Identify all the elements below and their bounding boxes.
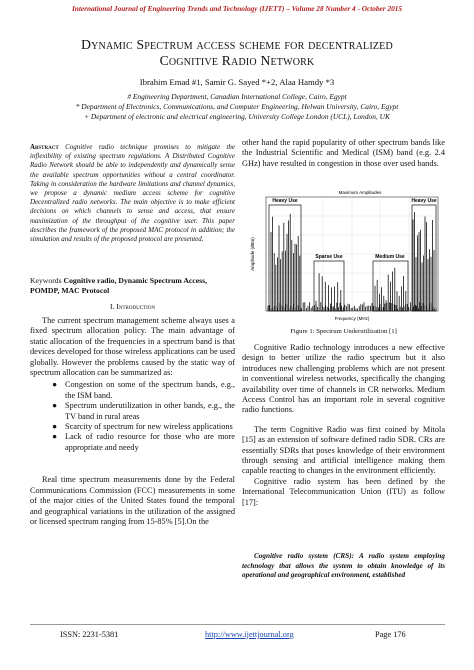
keywords-label: Keywords [30,276,62,285]
intro-paragraph-2: Real time spectrum measurements done by the Federal Communications Commission (FCC) measurements in some of the major cities of the United States found the temporal and geographical variations in the utilization of the assigned or licensed spectrum ranging from 15-85% [5].On the [30,475,235,526]
footer-page: Page 176 [375,630,406,639]
section-heading: I. Introduction [110,302,155,311]
authors: Ibrahim Emad #1, Samir G. Sayed *+2, Alaa Hamdy *3 [139,77,335,87]
keywords-text: Cognitive radio, Dynamic Spectrum Access, POMDP, MAC Protocol [30,276,208,295]
journal-header: International Journal of Engineering Trends and Technology (IJETT) – Volume 28 Number 4 - October 2015 [71,4,403,13]
figure-caption: Figure 1: Spectrum Underutilization [1] [290,328,397,335]
list-item: ● Congestion on some of the spectrum bands, e.g., the ISM band. [52,380,235,400]
footer-url[interactable] [205,630,294,639]
x-axis-label: Frequency (MHz) [334,316,370,321]
intro-body [30,316,235,527]
col2-paragraph-3: Cognitive radio system has been defined by the International Telecommunication Union (ITU) as follow [17]: [242,476,445,507]
keywords [30,276,235,296]
problem-list [30,380,235,453]
medium-use-label: Medium Use [375,254,405,260]
figure-spectrum [248,188,443,323]
abstract-text: Cognitive radio technique promises to mitigate the inflexibility of existing spectrum regulations. A Distributed Cognitive Radio Network should be able to independently and dynamically sense the available spectrum opportunities without a central coordinator. Taking in consideration the hardware limitations and channel dynamics, we propose a dynamic medium access scheme for cognitive Decentralized radio networks. The main objective is to make efficient decisions on which channels to sense and access, that ensure maximization of the throughput of the cognitive user. This paper describes the framework of the proposed MAC protocol in addition; the simulation and results of the proposed protocol are presented. [30,143,235,244]
journal-link[interactable]: http://www.ijettjournal.org [205,630,294,639]
heavy-use-label-1: Heavy Use [272,198,298,204]
itu-definition: Cognitive radio system (CRS): A radio system employing technology that allows the system to obtain knowledge of its operational and geographical environment, established [242,552,445,580]
intro-paragraph-1: The current spectrum management scheme always uses a fixed spectrum allocation policy. The main advantage of static allocation of the frequencies in a spectrum band is that devices developed for those wireless applications can be used globally. However the problems caused by the static way of spectrum allocation can be summarized as: [30,316,235,378]
col2-paragraph-1: Cognitive Radio technology introduces a new effective design to better utilize the radio spectrum but it also introduces new challenging problems which are not present in conventional wireless networks, specifically the changing availability over time of channels in CR networks. Medium Access Control has an important role in several cognitive radio functions. [242,343,445,415]
plot-title: Maximum Amplitudes [338,190,382,195]
affiliation-3: + Department of electronic and electrical engineering, University College London (UCL), London, UK [84,112,390,121]
title-line-2: Cognitive Radio Network [159,53,315,68]
footer-issn: ISSN: 2231-5381 [60,630,119,639]
col2-paragraph-0: other hand the rapid popularity of other spectrum bands like the Industrial Scientific and Medical (ISM) band (e.g. 2.4 GHz) have resulted in congestion in those over used bands. [242,138,445,168]
paper-title [0,37,474,69]
col2-text [242,343,445,508]
heavy-use-label-2: Heavy Use [411,198,437,204]
list-item: ● Scarcity of spectrum for new wireless applications [52,422,233,432]
sparse-use-label: Sparse Use [315,254,343,260]
affiliation-1: # Engineering Department, Canadian International College, Cairo, Egypt [127,92,347,101]
list-item: ● Lack of radio resource for those who are more appropriate and needy [52,432,235,452]
col2-paragraph-2: The term Cognitive Radio was first coined by Mitola [15] as an extension of software defined radio SDR. CRs are essentially SDRs that poses knowledge of their environment through sensing and artificial intelligence making them capable reacting to changes in the environment efficiently. [242,424,445,476]
title-line-1: Dynamic Spectrum access scheme for decentralized [81,37,393,52]
y-axis-label: Amplitude (dBm) [250,237,255,271]
abstract-label: Abstract [30,143,59,151]
affiliation-2: * Department of Electronics, Communications, and Computer Engineering, Helwan University, Cairo, Egypt [75,102,399,111]
abstract [30,143,235,244]
footer-divider [30,624,445,625]
list-item: ● Spectrum underutilization in other bands, e.g., the TV band in rural areas [52,401,235,421]
spectrum-plot [248,188,443,323]
